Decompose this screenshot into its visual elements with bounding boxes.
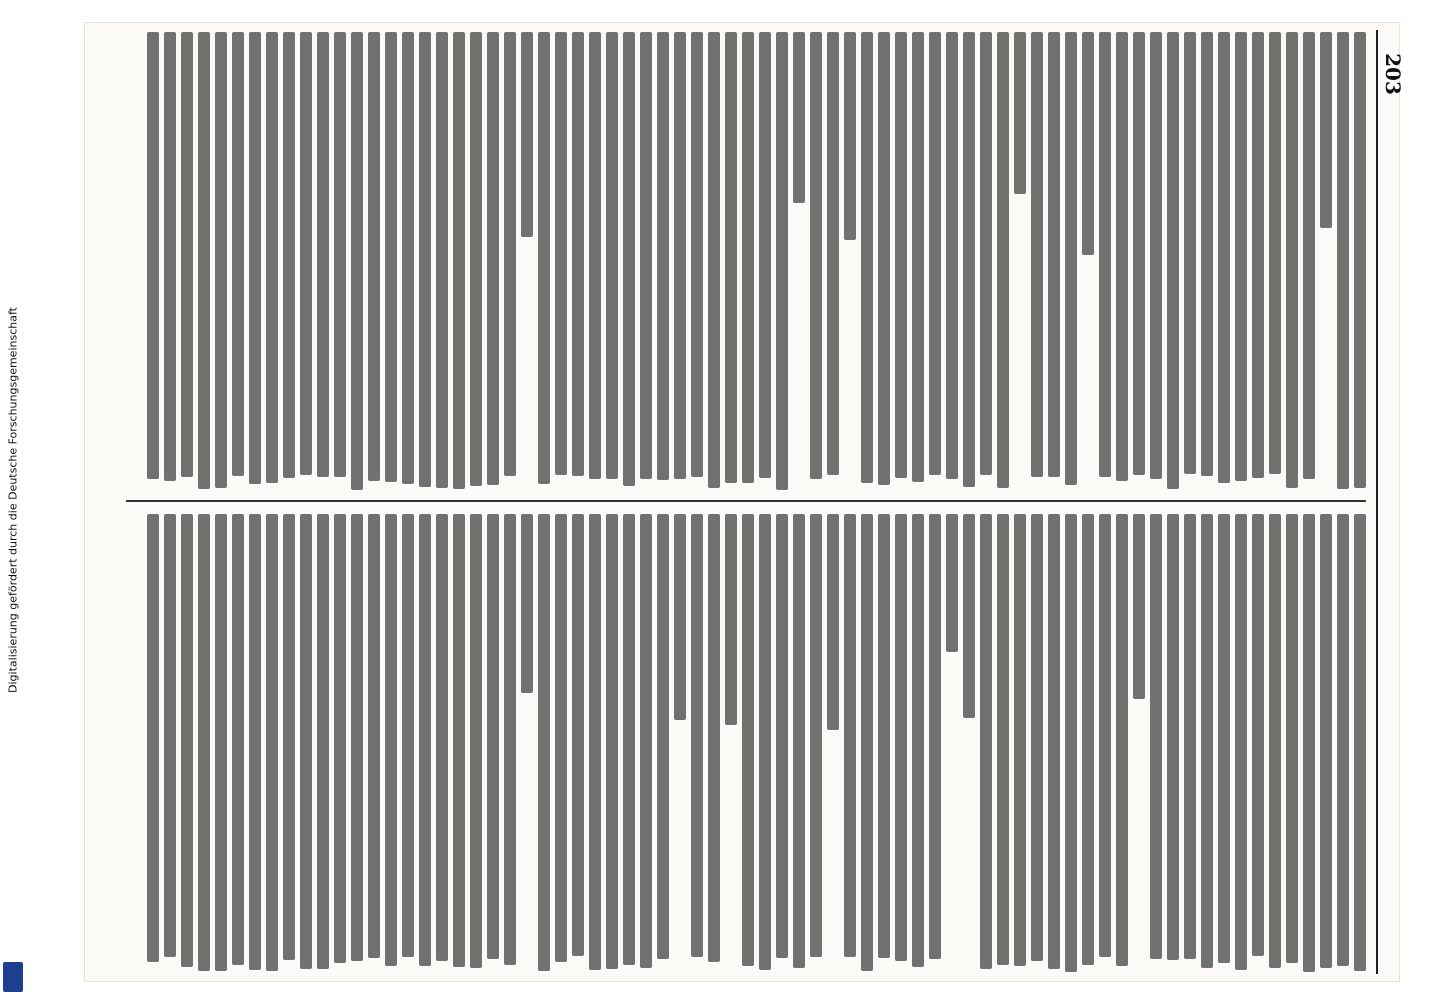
text-line-placeholder — [708, 514, 720, 962]
text-line-placeholder — [980, 32, 992, 475]
page-number: 203 — [1381, 53, 1406, 95]
text-line-placeholder — [1099, 32, 1111, 477]
text-line-placeholder — [181, 514, 193, 967]
text-line-placeholder — [793, 32, 805, 203]
text-line-placeholder — [300, 514, 312, 969]
text-line-placeholder — [368, 514, 380, 958]
text-line-placeholder — [402, 514, 414, 957]
text-line-placeholder — [810, 32, 822, 479]
text-line-placeholder — [929, 514, 941, 959]
text-line-placeholder — [946, 32, 958, 479]
text-line-placeholder — [1201, 514, 1213, 968]
text-line-placeholder — [504, 514, 516, 965]
text-line-placeholder — [436, 514, 448, 961]
text-line-placeholder — [1167, 32, 1179, 489]
text-line-placeholder — [147, 514, 159, 962]
text-line-placeholder — [1031, 32, 1043, 477]
text-line-placeholder — [1184, 32, 1196, 474]
text-line-placeholder — [1235, 514, 1247, 970]
text-line-placeholder — [589, 32, 601, 479]
text-line-placeholder — [1048, 32, 1060, 477]
header-rule — [1376, 30, 1378, 974]
text-line-placeholder — [538, 514, 550, 971]
text-line-placeholder — [997, 514, 1009, 965]
text-line-placeholder — [453, 514, 465, 967]
text-line-placeholder — [742, 32, 754, 483]
text-line-placeholder — [436, 32, 448, 488]
text-line-placeholder — [861, 32, 873, 483]
column-divider — [126, 500, 1366, 502]
text-line-placeholder — [674, 32, 686, 479]
text-line-placeholder — [776, 514, 788, 958]
text-line-placeholder — [1133, 32, 1145, 475]
text-line-placeholder — [385, 32, 397, 482]
text-line-placeholder — [1235, 32, 1247, 481]
text-line-placeholder — [317, 514, 329, 969]
text-line-placeholder — [181, 32, 193, 477]
text-line-placeholder — [317, 32, 329, 477]
text-line-placeholder — [470, 32, 482, 486]
text-line-placeholder — [419, 32, 431, 487]
text-line-placeholder — [759, 32, 771, 478]
text-line-placeholder — [1252, 32, 1264, 478]
text-line-placeholder — [249, 32, 261, 484]
text-line-placeholder — [606, 32, 618, 479]
text-line-placeholder — [980, 514, 992, 969]
text-line-placeholder — [640, 32, 652, 479]
text-line-placeholder — [674, 514, 686, 720]
funding-credit-margin — [0, 0, 26, 1000]
text-line-placeholder — [1031, 514, 1043, 961]
text-line-placeholder — [963, 32, 975, 487]
text-line-placeholder — [1082, 32, 1094, 255]
text-line-placeholder — [470, 514, 482, 968]
text-line-placeholder — [793, 514, 805, 968]
text-line-placeholder — [1048, 514, 1060, 969]
text-line-placeholder — [1218, 32, 1230, 483]
text-line-placeholder — [215, 32, 227, 488]
text-line-placeholder — [1201, 32, 1213, 476]
text-line-placeholder — [147, 32, 159, 479]
text-line-placeholder — [929, 32, 941, 475]
text-line-placeholder — [1099, 514, 1111, 957]
text-line-placeholder — [555, 32, 567, 475]
text-line-placeholder — [1286, 514, 1298, 963]
text-line-placeholder — [1184, 514, 1196, 959]
text-line-placeholder — [402, 32, 414, 484]
text-line-placeholder — [1337, 514, 1349, 966]
text-line-placeholder — [1354, 32, 1366, 488]
text-line-placeholder — [810, 514, 822, 957]
text-line-placeholder — [1218, 514, 1230, 963]
text-line-placeholder — [1320, 32, 1332, 228]
text-line-placeholder — [521, 514, 533, 693]
text-line-placeholder — [1065, 514, 1077, 972]
text-line-placeholder — [963, 514, 975, 718]
text-line-placeholder — [623, 32, 635, 486]
text-line-placeholder — [1303, 32, 1315, 479]
text-line-placeholder — [1065, 32, 1077, 485]
text-line-placeholder — [1150, 32, 1162, 479]
text-line-placeholder — [844, 514, 856, 957]
text-line-placeholder — [198, 32, 210, 489]
text-line-placeholder — [589, 514, 601, 970]
text-line-placeholder — [164, 514, 176, 957]
text-line-placeholder — [1116, 32, 1128, 481]
text-line-placeholder — [895, 514, 907, 961]
text-line-placeholder — [1320, 514, 1332, 968]
text-line-placeholder — [878, 514, 890, 958]
dfg-logo-icon — [3, 962, 23, 992]
text-line-placeholder — [1082, 514, 1094, 965]
text-line-placeholder — [266, 32, 278, 483]
text-line-placeholder — [691, 32, 703, 477]
text-line-placeholder — [623, 514, 635, 965]
text-line-placeholder — [640, 514, 652, 968]
text-line-placeholder — [776, 32, 788, 490]
text-line-placeholder — [878, 32, 890, 485]
text-line-placeholder — [1252, 514, 1264, 956]
text-line-placeholder — [453, 32, 465, 489]
text-line-placeholder — [215, 514, 227, 971]
text-line-placeholder — [283, 32, 295, 478]
text-line-placeholder — [249, 514, 261, 970]
text-line-placeholder — [708, 32, 720, 488]
text-line-placeholder — [1269, 32, 1281, 474]
text-line-placeholder — [1167, 514, 1179, 960]
text-line-placeholder — [861, 514, 873, 971]
text-line-placeholder — [895, 32, 907, 478]
text-line-placeholder — [164, 32, 176, 481]
text-line-placeholder — [521, 32, 533, 237]
text-line-placeholder — [844, 32, 856, 240]
text-line-placeholder — [232, 32, 244, 476]
text-line-placeholder — [572, 32, 584, 476]
text-line-placeholder — [1014, 32, 1026, 194]
text-line-placeholder — [334, 32, 346, 477]
text-line-placeholder — [759, 514, 771, 970]
text-line-placeholder — [1337, 32, 1349, 489]
text-line-placeholder — [912, 514, 924, 967]
text-line-placeholder — [1014, 514, 1026, 966]
text-line-placeholder — [198, 514, 210, 971]
text-line-placeholder — [827, 32, 839, 475]
text-line-placeholder — [1303, 514, 1315, 972]
text-line-placeholder — [504, 32, 516, 476]
text-line-placeholder — [538, 32, 550, 484]
text-column-upper — [126, 32, 1366, 490]
text-line-placeholder — [606, 514, 618, 969]
text-line-placeholder — [997, 32, 1009, 488]
text-line-placeholder — [334, 514, 346, 963]
text-line-placeholder — [351, 514, 363, 961]
funding-credit: Digitalisierung gefördert durch die Deutsche Forschungsgemeinschaft — [6, 307, 20, 693]
scanned-page — [84, 22, 1406, 982]
text-line-placeholder — [487, 514, 499, 959]
text-line-placeholder — [657, 514, 669, 959]
text-line-placeholder — [1150, 514, 1162, 959]
text-line-placeholder — [691, 514, 703, 957]
text-line-placeholder — [912, 32, 924, 482]
text-line-placeholder — [300, 32, 312, 475]
text-line-placeholder — [1116, 514, 1128, 966]
text-line-placeholder — [827, 514, 839, 730]
text-line-placeholder — [1286, 32, 1298, 488]
text-line-placeholder — [1133, 514, 1145, 699]
text-line-placeholder — [946, 514, 958, 652]
text-line-placeholder — [385, 514, 397, 966]
text-line-placeholder — [742, 514, 754, 966]
text-line-placeholder — [266, 514, 278, 971]
text-line-placeholder — [351, 32, 363, 490]
text-line-placeholder — [487, 32, 499, 485]
text-line-placeholder — [1269, 514, 1281, 968]
text-line-placeholder — [419, 514, 431, 966]
text-line-placeholder — [657, 32, 669, 480]
text-line-placeholder — [368, 32, 380, 481]
text-line-placeholder — [572, 514, 584, 956]
text-line-placeholder — [725, 514, 737, 725]
text-line-placeholder — [283, 514, 295, 960]
text-line-placeholder — [1354, 514, 1366, 971]
text-line-placeholder — [232, 514, 244, 965]
text-column-lower — [126, 514, 1366, 972]
text-line-placeholder — [555, 514, 567, 962]
text-line-placeholder — [725, 32, 737, 483]
